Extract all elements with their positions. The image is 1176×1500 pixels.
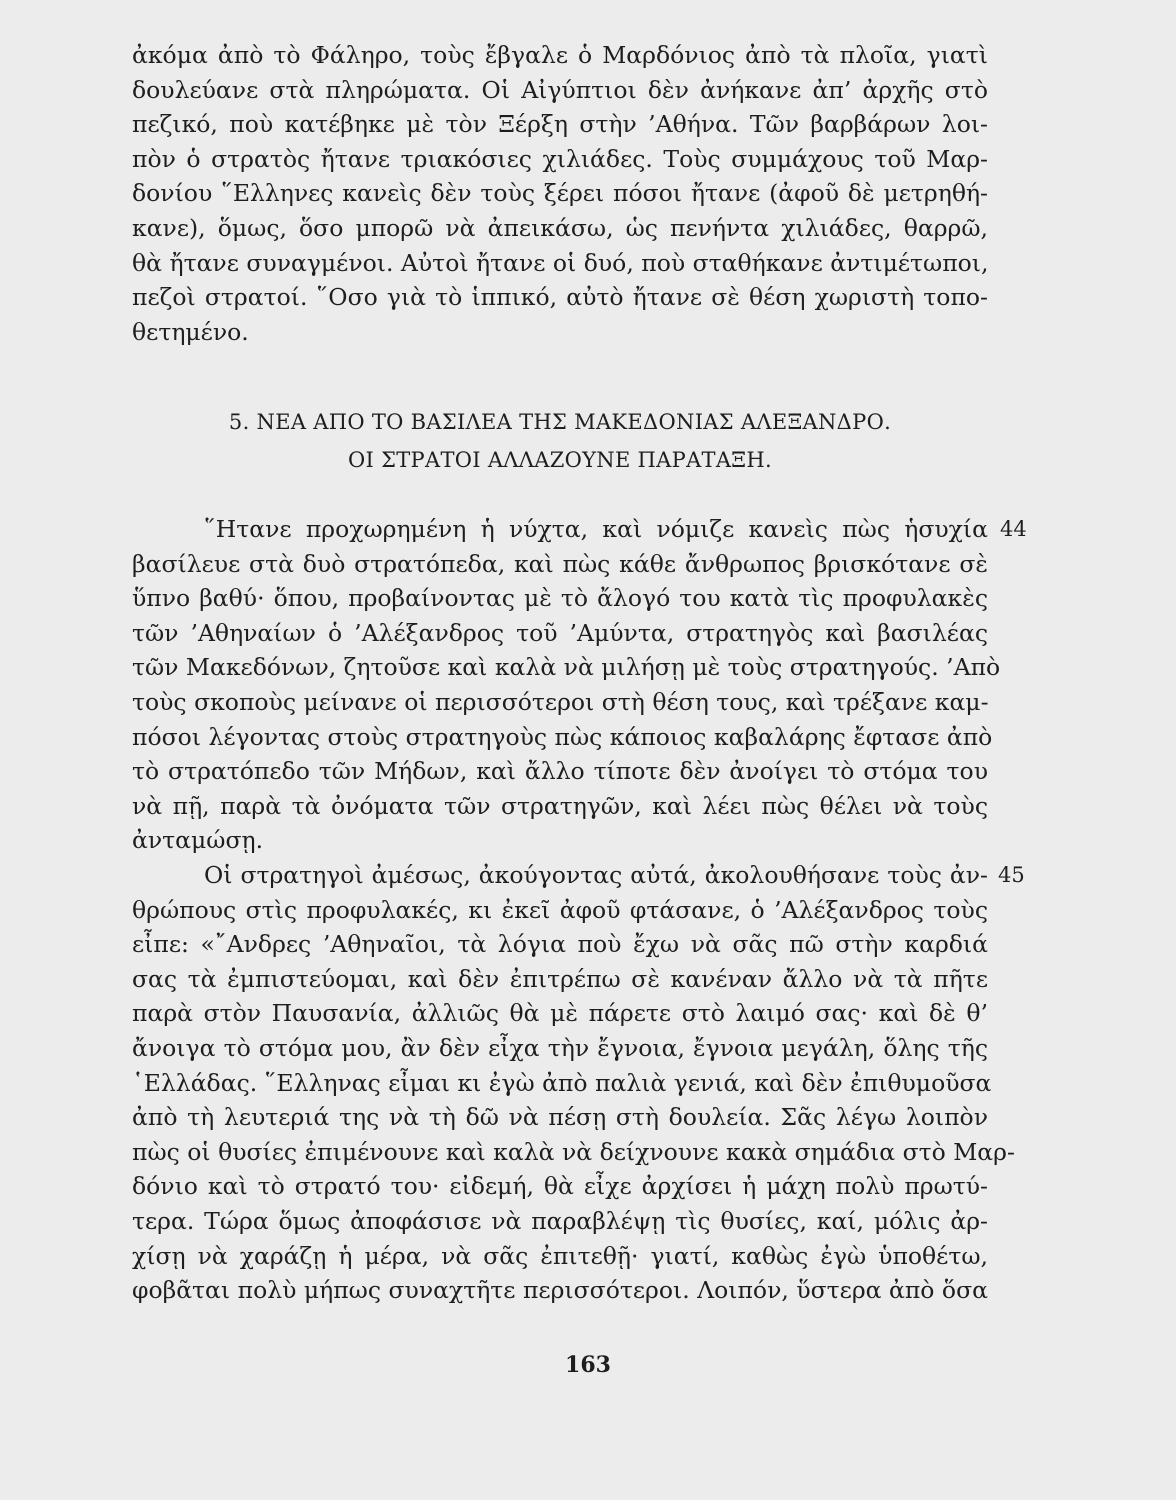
margin-section-number: 44 (1000, 517, 1027, 541)
text-line: ῾Ελλάδας. ῞Ελληνας εἶμαι κι ἐγὼ ἀπὸ παλιὰ γενιά, καὶ δὲν ἐπιθυμοῦσα (132, 1068, 992, 1097)
text-line: τῶν ’Αθηναίων ὁ ’Αλέξανδρος τοῦ ’Αμύντα, στρατηγὸς καὶ βασιλέας (132, 618, 988, 647)
paragraph-2 (132, 512, 1001, 858)
text-line: πεζικό, ποὺ κατέβηκε μὲ τὸν Ξέρξη στὴν ’Αθήνα. Τῶν βαρβάρων λοι- (132, 110, 988, 139)
text-line: ἀκόμα ἀπὸ τὸ Φάληρο, τοὺς ἔβγαλε ὁ Μαρδόνιος ἀπὸ τὰ πλοῖα, γιατὶ (132, 41, 988, 69)
text-line: πὸν ὁ στρατὸς ἤτανε τριακόσιες χιλιάδες. Τοὺς συμμάχους τοῦ Μαρ- (132, 144, 988, 173)
text-line: ἀνταμώσῃ. (132, 826, 264, 855)
text-line: κανε), ὅμως, ὅσο μπορῶ νὰ ἀπεικάσω, ὡς πενήντα χιλιάδες, θαρρῶ, (132, 213, 988, 242)
page-number: 163 (565, 1352, 611, 1378)
section-heading-line-1: 5. ΝΕΑ ΑΠΟ ΤΟ ΒΑΣΙΛΕΑ ΤΗΣ ΜΑΚΕΔΟΝΙΑΣ ΑΛΕΞΑΝΔΡΟ. (228, 410, 892, 434)
text-line: νὰ πῇ, παρὰ τὰ ὀνόματα τῶν στρατηγῶν, καὶ λέει πὼς θέλει νὰ τοὺς (132, 791, 988, 820)
text-line: βασίλευε στὰ δυὸ στρατόπεδα, καὶ πὼς κάθε ἄνθρωπος βρισκότανε σὲ (132, 549, 988, 578)
text-line: εἶπε: «῎Ανδρες ’Αθηναῖοι, τὰ λόγια ποὺ ἔχω νὰ σᾶς πῶ στὴν καρδιά (132, 930, 988, 959)
text-line: σας τὰ ἐμπιστεύομαι, καὶ δὲν ἐπιτρέπω σὲ κανέναν ἄλλο νὰ τὰ πῆτε (132, 964, 988, 993)
text-line: χίσῃ νὰ χαράζῃ ἡ μέρα, νὰ σᾶς ἐπιτεθῇ· γιατί, καθὼς ἐγὼ ὑποθέτω, (132, 1241, 988, 1270)
text-line: πὼς οἱ θυσίες ἐπιμένουνε καὶ καλὰ νὰ δείχνουνε κακὰ σημάδια στὸ Μαρ- (132, 1137, 1015, 1166)
text-line: ἄνοιγα τὸ στόμα μου, ἂν δὲν εἶχα τὴν ἔγνοια, ἔγνοια μεγάλη, ὅλης τῆς (132, 1033, 988, 1062)
text-line: τερα. Τώρα ὅμως ἀποφάσισε νὰ παραβλέψῃ τὶς θυσίες, καί, μόλις ἀρ- (132, 1206, 988, 1235)
text-line: πόσοι λέγοντας στοὺς στρατηγοὺς πὼς κάποιος καβαλάρης ἔφτασε ἀπὸ (132, 722, 993, 751)
text-line: δόνιο καὶ τὸ στρατό του· εἰδεμή, θὰ εἶχε ἀρχίσει ἡ μάχη πολὺ πρωτύ- (132, 1172, 988, 1201)
text-line: ἀπὸ τὴ λευτεριά της νὰ τὴ δῶ νὰ πέσῃ στὴ δουλεία. Σᾶς λέγω λοιπὸν (132, 1103, 988, 1132)
section-heading-line-2: ΟΙ ΣΤΡΑΤΟΙ ΑΛΛΑΖΟΥΝΕ ΠΑΡΑΤΑΞΗ. (348, 448, 772, 472)
text-line: δονίου ῞Ελληνες κανεὶς δὲν τοὺς ξέρει πόσοι ἤτανε (ἀφοῦ δὲ μετρηθή- (132, 179, 988, 208)
text-line: θετημένο. (132, 317, 249, 346)
text-line: φοβᾶται πολὺ μήπως συναχτῆτε περισσότεροι. Λοιπόν, ὕστερα ἀπὸ ὅσα (132, 1276, 988, 1305)
text-line: ῞Ητανε προχωρημένη ἡ νύχτα, καὶ νόμιζε κανεὶς πὼς ἡσυχία (204, 515, 988, 543)
text-line: θὰ ἤτανε συναγμένοι. Αὐτοὶ ἤτανε οἱ δυό, ποὺ σταθήκανε ἀντιμέτωποι, (132, 248, 989, 277)
text-line: Οἱ στρατηγοὶ ἀμέσως, ἀκούγοντας αὐτά, ἀκολουθήσανε τοὺς ἀν- (204, 861, 988, 889)
text-line: δουλεύανε στὰ πληρώματα. Οἱ Αἰγύπτιοι δὲν ἀνήκανε ἀπ’ ἀρχῆς στὸ (132, 75, 988, 104)
text-line: ὕπνο βαθύ· ὅπου, προβαίνοντας μὲ τὸ ἄλογό του κατὰ τὶς προφυλακὲς (132, 584, 988, 613)
text-line: τὸ στρατόπεδο τῶν Μήδων, καὶ ἄλλο τίποτε δὲν ἀνοίγει τὸ στόμα του (132, 757, 988, 786)
text-line: τοὺς σκοποὺς μείνανε οἱ περισσότεροι στὴ θέση τους, καὶ τρέξανε καμ- (132, 687, 989, 716)
text-line: πεζοὶ στρατοί. ῞Οσο γιὰ τὸ ἱππικό, αὐτὸ ἤτανε σὲ θέση χωριστὴ τοπο- (132, 283, 988, 312)
text-line: θρώπους στὶς προφυλακές, κι ἐκεῖ ἀφοῦ φτάσανε, ὁ ’Αλέξανδρος τοὺς (132, 895, 988, 924)
paragraph-1 (132, 38, 988, 349)
text-line: παρὰ στὸν Παυσανία, ἀλλιῶς θὰ μὲ πάρετε στὸ λαιμό σας· καὶ δὲ θ’ (132, 999, 988, 1028)
text-line: τῶν Μακεδόνων, ζητοῦσε καὶ καλὰ νὰ μιλήσῃ μὲ τοὺς στρατηγούς. ’Απὸ (132, 653, 1001, 682)
margin-section-number: 45 (998, 863, 1025, 887)
